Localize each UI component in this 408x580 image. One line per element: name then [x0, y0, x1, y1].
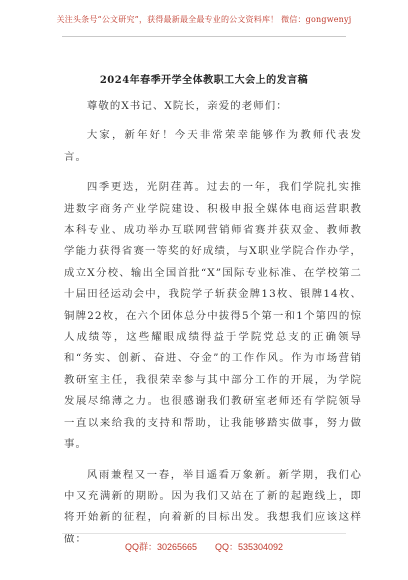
outlook-paragraph: 风雨兼程又一春，举目遥看万象新。新学期，我们心中又充满新的期盼。因为我们又站在了新的起跑线上，即将开始新的征程，向着新的目标出发。我想我们应该这样做：: [64, 468, 362, 545]
header-divider: [62, 36, 346, 37]
footer-qq-group: QQ群：30265665: [124, 542, 197, 552]
header-banner: 关注头条号“公文研究”，获得最新最全最专业的公文资料库！ 微信：gongwenyj: [56, 15, 352, 24]
greeting-paragraph: 大家，新年好！今天非常荣幸能够作为教师代表发言。: [64, 129, 362, 163]
review-paragraph: 四季更迭，光阴荏苒。过去的一年，我们学院扎实推进数字商务产业学院建设、积极申报全媒体电商运营职教本科专业、成功举办互联网营销师省赛并获双金、教师教学能力获得省赛一等奖的好成绩，与X职业学院合作办学，成立X分校、输出全国首批“X”国际专业标准、在学校第二十届田径运动会中，我院学子斩获金牌13枚、银牌14枚、铜牌22枚，在六个团体总分中拔得5个第一和1个第四的惊人成绩等，这些耀眼成绩得益于学院党总支的正确领导和“务实、创新、奋进、夺金”的工作作风。作为市场营销教研室主任，我很荣幸参与其中部分工作的开展，为学院发展尽绵薄之力。也很感谢我们教研室老师还有学院领导一直以来给我的支持和帮助，让我能够踏实做事，努力做事。: [64, 181, 362, 451]
document-body: [64, 96, 362, 559]
document-title: 2024年春季开学全体教职工大会上的发言稿: [99, 75, 309, 86]
salutation-paragraph: 尊敬的X书记、X院长，亲爱的老师们：: [86, 100, 288, 112]
footer-divider: [62, 533, 346, 534]
footer-qq-number: QQ：535304092: [214, 542, 284, 552]
footer-contact: [0, 540, 408, 553]
